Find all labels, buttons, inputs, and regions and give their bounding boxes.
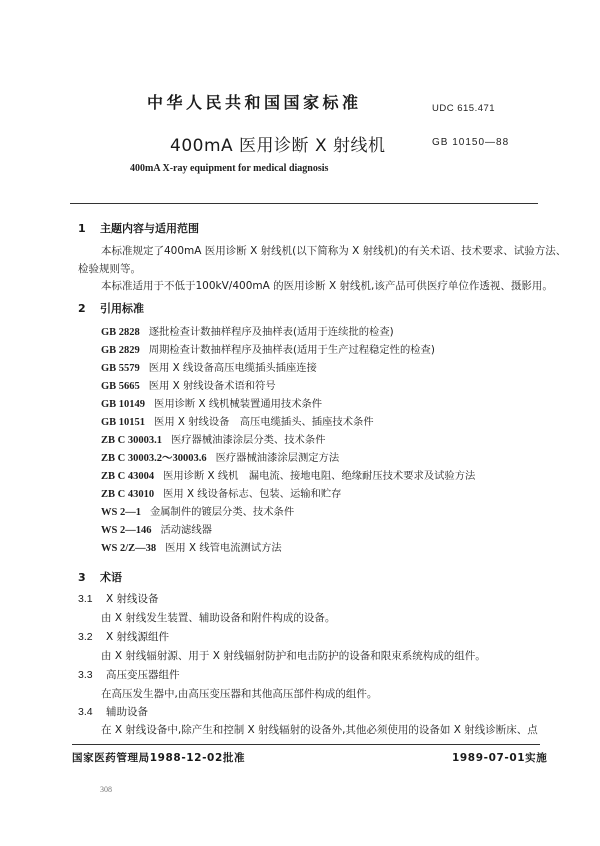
term-name: 高压变压器组件 <box>106 669 180 681</box>
reference-code: GB 5579 <box>101 363 140 374</box>
term-number: 3.4 <box>78 706 93 718</box>
reference-item <box>101 377 276 392</box>
reference-code: GB 10149 <box>101 399 146 410</box>
reference-code: GB 2829 <box>101 345 140 356</box>
reference-item <box>101 395 322 410</box>
term-heading <box>78 667 180 682</box>
national-standard-label: 中华人民共和国国家标准 <box>147 93 362 112</box>
reference-item <box>101 503 294 518</box>
top-divider <box>70 203 538 204</box>
reference-title: 医疗器械油漆涂层测定方法 <box>215 452 340 464</box>
reference-title: 医用 X 射线设备术语和符号 <box>148 380 276 392</box>
reference-title: 活动滤线器 <box>160 524 212 536</box>
term-heading <box>78 704 148 719</box>
reference-code: GB 5665 <box>101 381 140 392</box>
reference-title: 医用 X 射线设备 高压电缆插头、插座技术条件 <box>154 416 374 428</box>
implementation-date: 1989-07-01实施 <box>452 752 548 764</box>
term-definition: 在高压发生器中,由高压变压器和其他高压部件构成的组件。 <box>101 688 378 700</box>
section-title: 引用标准 <box>100 302 144 315</box>
reference-title: 医用 X 线管电流测试方法 <box>165 542 282 554</box>
reference-code: WS 2/Z—38 <box>101 543 157 554</box>
section-1-para-1-line-2: 检验规则等。 <box>78 263 141 275</box>
term-name: 辅助设备 <box>106 706 148 718</box>
reference-title: 医用诊断 X 线机械装置通用技术条件 <box>154 398 323 410</box>
section-number: 1 <box>78 222 86 235</box>
section-title: 主题内容与适用范围 <box>100 222 199 235</box>
reference-code: WS 2—146 <box>101 525 152 536</box>
reference-item <box>101 431 325 446</box>
section-3-heading <box>78 569 122 585</box>
term-definition: 在 X 射线设备中,除产生和控制 X 射线辐射的设备外,其他必须使用的设备如 X 射线诊断床、点 <box>101 724 538 736</box>
reference-item <box>101 467 475 482</box>
reference-code: ZB C 43010 <box>101 489 155 500</box>
term-number: 3.1 <box>78 593 93 605</box>
term-number: 3.3 <box>78 669 93 681</box>
reference-code: GB 2828 <box>101 327 140 338</box>
reference-item <box>101 341 435 356</box>
reference-title: 医用 X 线设备高压电缆插头插座连接 <box>148 362 317 374</box>
term-name: X 射线设备 <box>106 593 159 605</box>
page-number: 308 <box>100 785 112 794</box>
reference-item <box>101 539 282 554</box>
reference-title: 医用诊断 X 线机 漏电流、接地电阻、绝缘耐压技术要求及试验方法 <box>163 470 476 482</box>
reference-code: ZB C 30003.1 <box>101 435 162 446</box>
term-definition: 由 X 射线辐射源、用于 X 射线辐射防护和电击防护的设备和限束系统构成的组件。 <box>101 650 486 662</box>
standard-number: GB 10150—88 <box>432 137 510 148</box>
reference-item <box>101 521 212 536</box>
reference-item <box>101 485 341 500</box>
section-2-heading <box>78 300 144 316</box>
reference-title: 金属制件的镀层分类、技术条件 <box>149 506 295 518</box>
term-name: X 射线源组件 <box>106 631 170 643</box>
udc-number: UDC 615.471 <box>432 103 496 114</box>
reference-code: GB 10151 <box>101 417 146 428</box>
term-heading <box>78 591 159 606</box>
reference-title: 医疗器械油漆涂层分类、技术条件 <box>170 434 326 446</box>
english-title: 400mA X-ray equipment for medical diagnosis <box>130 163 329 174</box>
reference-item <box>101 323 394 338</box>
section-1-para-2: 本标准适用于不低于100kV/400mA 的医用诊断 X 射线机,该产品可供医疗单位作透视、摄影用。 <box>101 280 553 292</box>
reference-title: 逐批检查计数抽样程序及抽样表(适用于连续批的检查) <box>148 326 394 338</box>
term-heading <box>78 629 169 644</box>
term-number: 3.2 <box>78 631 93 643</box>
section-1-heading <box>78 220 199 236</box>
reference-item <box>101 449 339 465</box>
reference-item <box>101 413 374 428</box>
reference-title: 周期检查计数抽样程序及抽样表(适用于生产过程稳定性的检查) <box>148 344 435 356</box>
reference-title: 医用 X 线设备标志、包装、运输和贮存 <box>163 488 342 500</box>
bottom-divider <box>72 744 540 745</box>
reference-code: WS 2—1 <box>101 507 141 518</box>
reference-code: ZB C 30003.2～30003.6 <box>101 453 207 464</box>
term-definition: 由 X 射线发生装置、辅助设备和附件构成的设备。 <box>101 612 336 624</box>
approval-line: 国家医药管理局1988-12-02批准 <box>72 752 246 764</box>
section-number: 2 <box>78 302 86 315</box>
section-title: 术语 <box>100 571 122 584</box>
section-number: 3 <box>78 571 86 584</box>
reference-item <box>101 359 317 374</box>
document-title: 400mA 医用诊断 X 射线机 <box>170 136 386 156</box>
section-1-para-1-line-1: 本标准规定了400mA 医用诊断 X 射线机(以下简称为 X 射线机)的有关术语、技术要求、试验方法、 <box>101 245 567 257</box>
reference-code: ZB C 43004 <box>101 471 155 482</box>
